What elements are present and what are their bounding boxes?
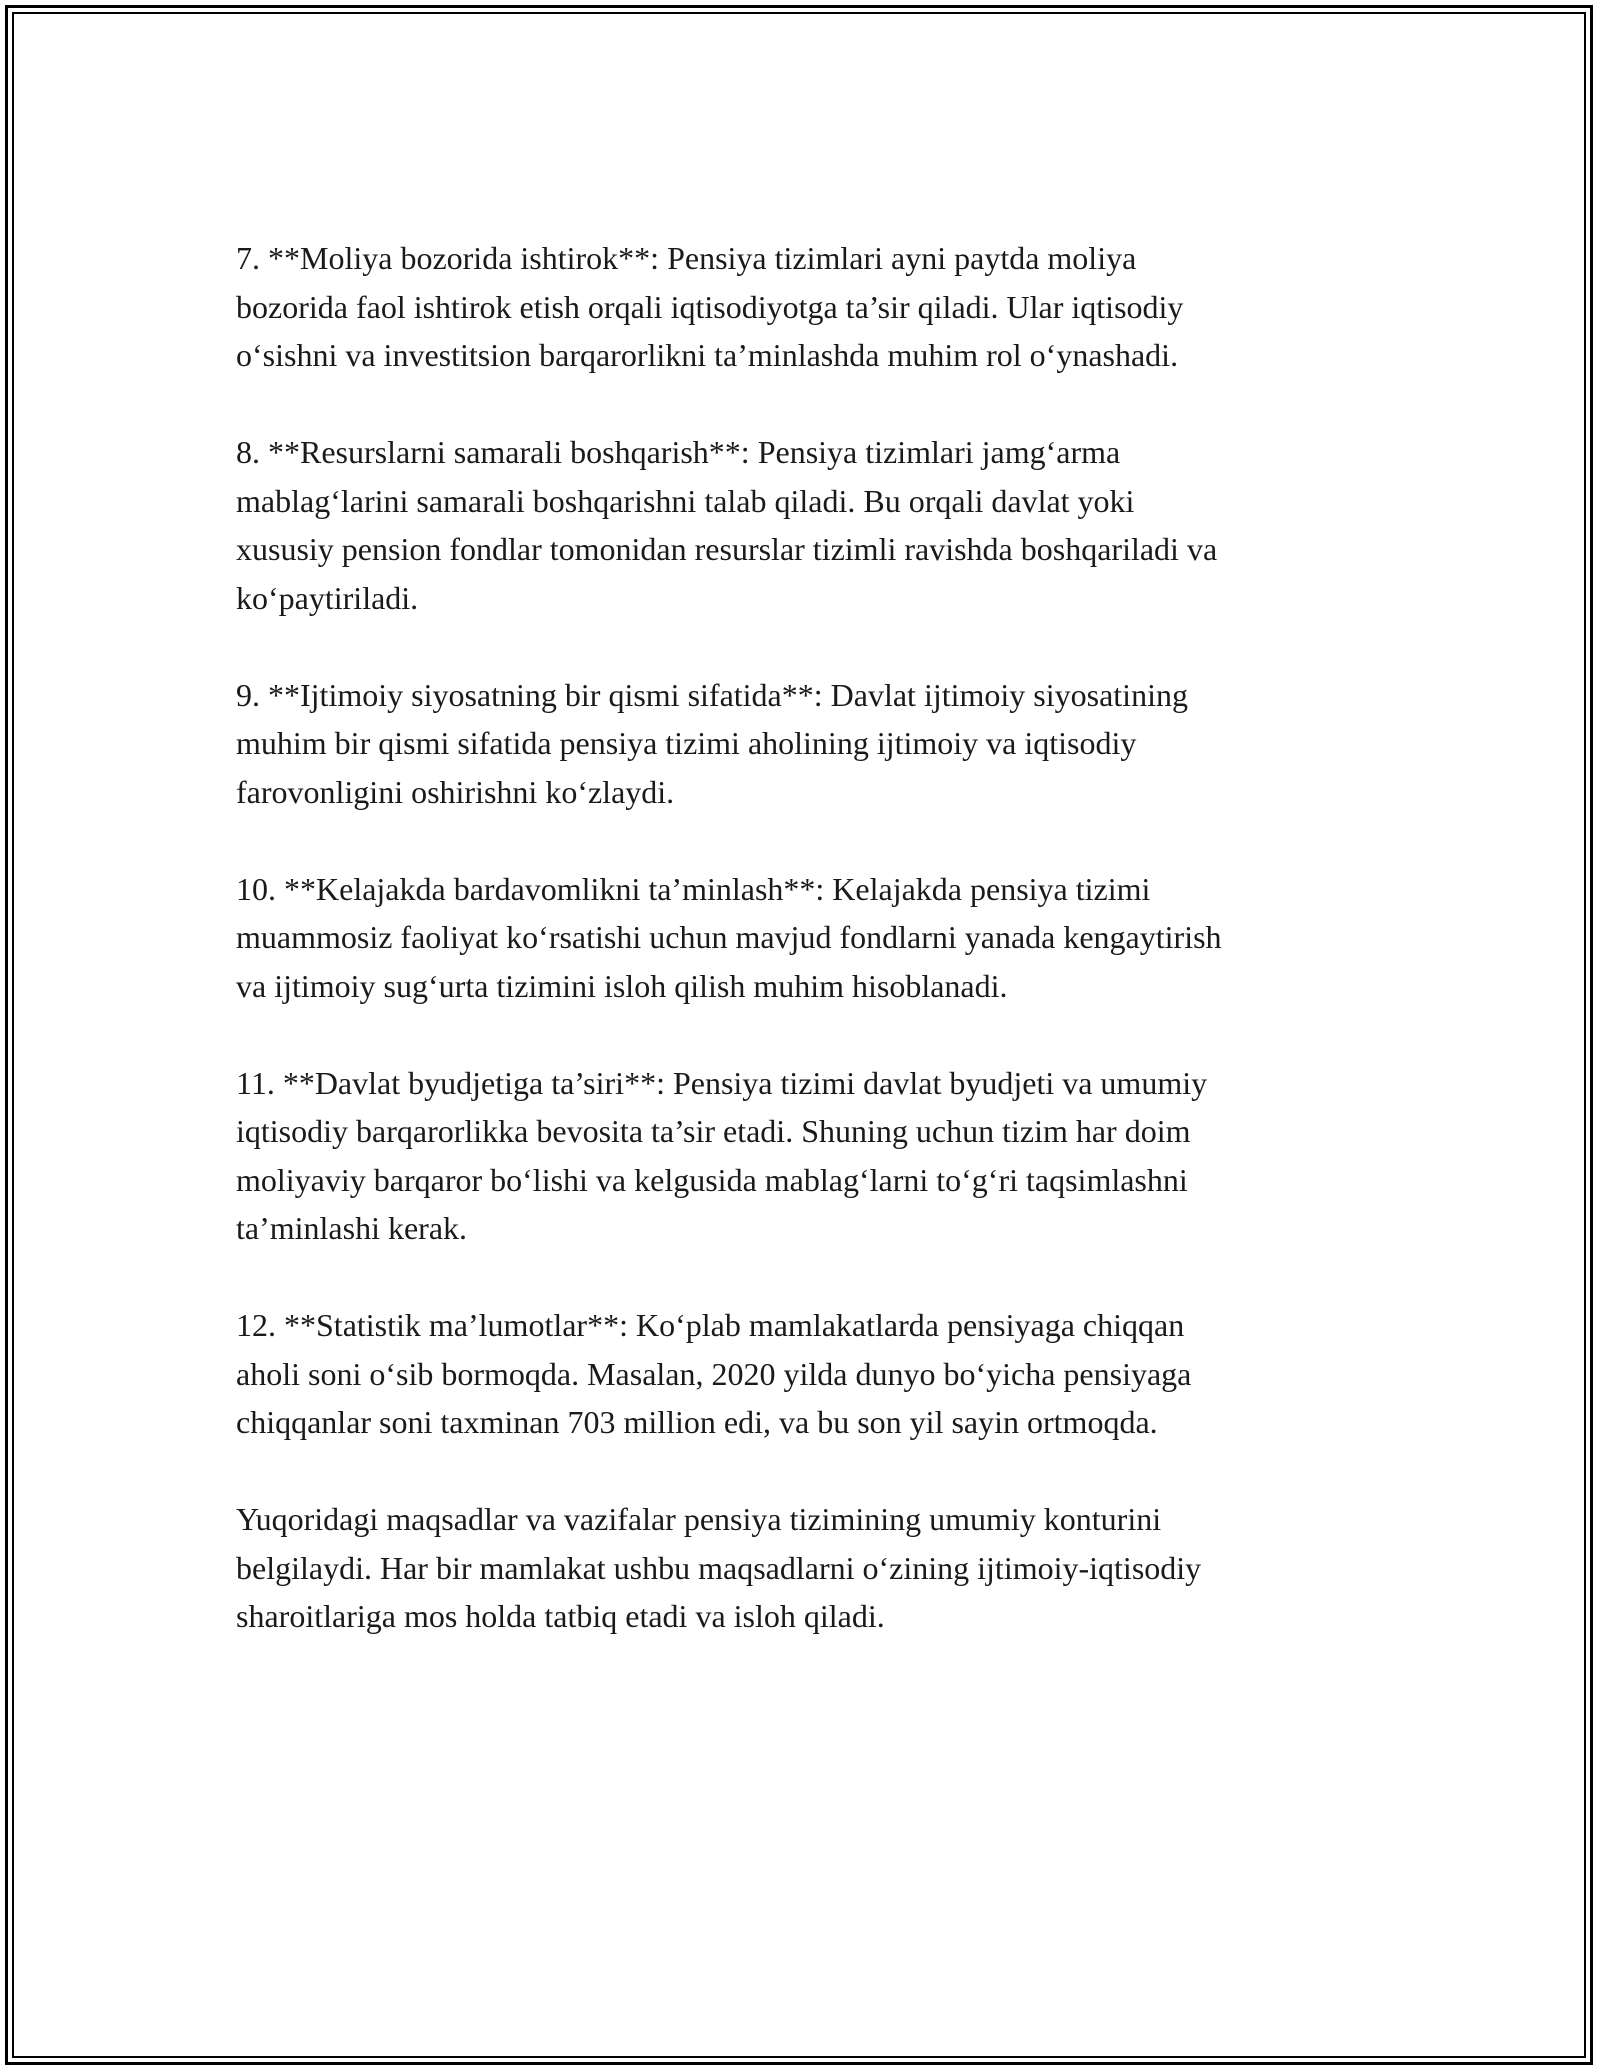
text-line: ko‘paytiriladi.: [236, 579, 419, 616]
text-line: moliyaviy barqaror bo‘lishi va kelgusida mablag‘larni to‘g‘ri taqsimlashni: [236, 1161, 1188, 1198]
text-line: muhim bir qismi sifatida pensiya tizimi aholining ijtimoiy va iqtisodiy: [236, 725, 1137, 761]
text-line: 9. **Ijtimoiy siyosatning bir qismi sifatida**: Davlat ijtimoiy siyosatining: [236, 676, 1188, 713]
paragraph-item-11: [236, 1059, 1376, 1253]
text-line: Yuqoridagi maqsadlar va vazifalar pensiya tizimining umumiy konturini: [236, 1501, 1162, 1537]
text-line: 10. **Kelajakda bardavomlikni ta’minlash**: Kelajakda pensiya tizimi: [236, 870, 1151, 907]
text-line: muammosiz faoliyat ko‘rsatishi uchun mavjud fondlarni yanada kengaytirish: [236, 919, 1222, 955]
text-line: 12. **Statistik ma’lumotlar**: Ko‘plab mamlakatlarda pensiyaga chiqqan: [236, 1307, 1185, 1343]
text-line: aholi soni o‘sib bormoqda. Masalan, 2020 yilda dunyo bo‘yicha pensiyaga: [236, 1355, 1192, 1392]
paragraph-item-10: [236, 865, 1376, 1011]
text-line: iqtisodiy barqarorlikka bevosita ta’sir etadi. Shuning uchun tizim har doim: [236, 1113, 1191, 1149]
text-line: sharoitlariga mos holda tatbiq etadi va isloh qiladi.: [236, 1598, 885, 1634]
paragraph-item-9: [236, 671, 1376, 817]
text-line: 7. **Moliya bozorida ishtirok**: Pensiya tizimlari ayni paytda moliya: [236, 240, 1137, 276]
text-line: 11. **Davlat byudjetiga ta’siri**: Pensiya tizimi davlat byudjeti va umumiy: [236, 1064, 1208, 1101]
paragraph-item-7: [236, 234, 1376, 380]
paragraph-item-12: [236, 1301, 1376, 1447]
document-body: [236, 234, 1376, 1689]
text-line: chiqqanlar soni taxminan 703 million edi, va bu son yil sayin ortmoqda.: [236, 1404, 1158, 1440]
text-line: farovonligini oshirishni ko‘zlaydi.: [236, 773, 675, 810]
text-line: va ijtimoiy sug‘urta tizimini isloh qilish muhim hisoblanadi.: [236, 967, 1008, 1004]
text-line: xususiy pension fondlar tomonidan resurslar tizimli ravishda boshqariladi va: [236, 531, 1218, 567]
text-line: o‘sishni va investitsion barqarorlikni ta’minlashda muhim rol o‘ynashadi.: [236, 337, 1179, 373]
text-line: mablag‘larini samarali boshqarishni talab qiladi. Bu orqali davlat yoki: [236, 482, 1135, 519]
text-line: bozorida faol ishtirok etish orqali iqtisodiyotga ta’sir qiladi. Ular iqtisodiy: [236, 288, 1184, 325]
text-line: ta’minlashi kerak.: [236, 1210, 468, 1246]
paragraph-conclusion: [236, 1495, 1376, 1641]
text-line: belgilaydi. Har bir mamlakat ushbu maqsadlarni o‘zining ijtimoiy-iqtisodiy: [236, 1549, 1202, 1586]
paragraph-item-8: [236, 428, 1376, 622]
text-line: 8. **Resurslarni samarali boshqarish**: Pensiya tizimlari jamg‘arma: [236, 434, 1121, 470]
